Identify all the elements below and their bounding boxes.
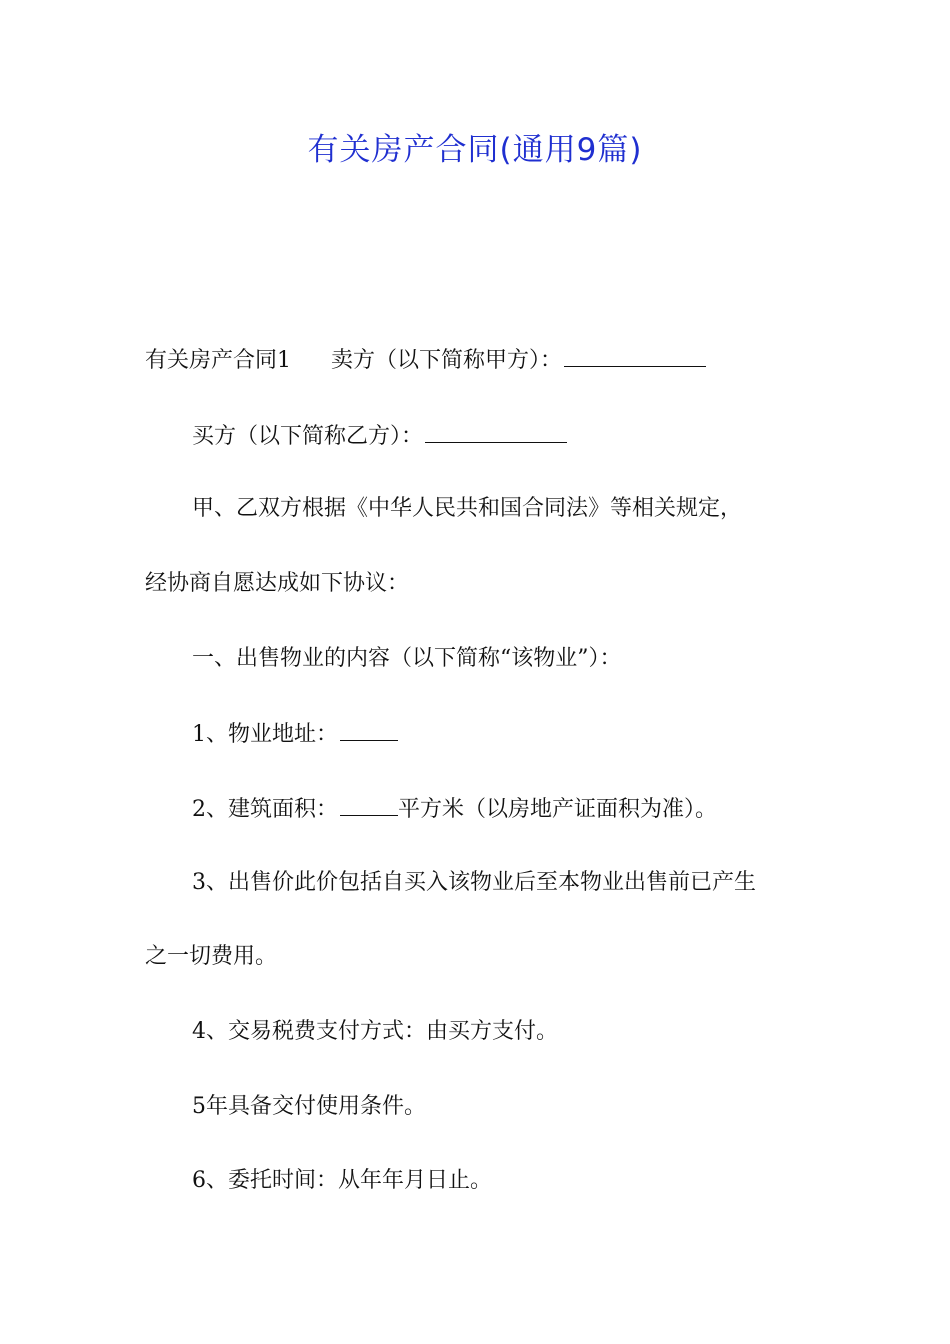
clause-tax-payment: 4、交易税费支付方式：由买方支付。 <box>192 1019 558 1044</box>
clause-sale-price: 3、出售价此价包括自买入该物业后至本物业出售前已产生 <box>192 870 756 895</box>
buyer-label: 买方（以下简称乙方）： <box>192 424 424 449</box>
address-label: 1、物业地址： <box>192 722 338 747</box>
area-label: 2、建筑面积： <box>192 797 338 822</box>
line-contract-heading-seller <box>145 344 706 376</box>
section-1-heading: 一、出售物业的内容（以下简称“该物业”）： <box>192 646 622 671</box>
paragraph-intro-continuation: 经协商自愿达成如下协议： <box>145 571 410 596</box>
contract-heading: 有关房产合同1 <box>145 348 291 373</box>
line-buyer <box>192 420 567 452</box>
clause-property-address <box>192 718 398 750</box>
clause-entrust-time: 6、委托时间：从年年月日止。 <box>192 1168 492 1193</box>
area-blank <box>340 793 398 816</box>
seller-blank <box>564 344 706 367</box>
seller-label: 卖方（以下简称甲方）： <box>331 348 563 373</box>
buyer-blank <box>425 420 567 443</box>
clause-delivery-condition: 5年具备交付使用条件。 <box>192 1094 426 1119</box>
address-blank <box>340 718 398 741</box>
area-unit-note: 平方米（以房地产证面积为准）。 <box>398 797 718 822</box>
clause-building-area <box>192 793 717 825</box>
clause-sale-price-continuation: 之一切费用。 <box>145 944 278 969</box>
document-title: 有关房产合同(通用9篇) <box>307 132 643 168</box>
paragraph-intro-line: 甲、乙双方根据《中华人民共和国合同法》等相关规定， <box>192 496 743 521</box>
